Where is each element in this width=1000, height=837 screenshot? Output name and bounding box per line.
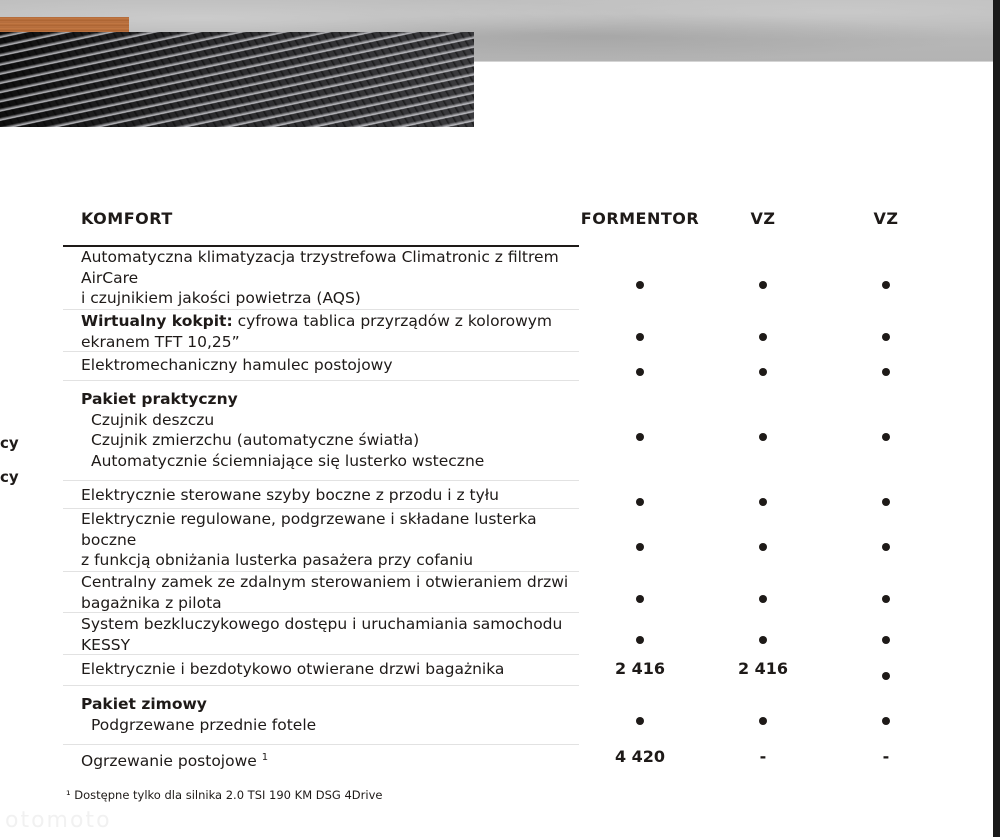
included-dot-icon [718, 536, 808, 555]
package-title: Pakiet zimowy [81, 695, 207, 713]
feature-description [81, 247, 559, 309]
feature-line: AirCare [81, 268, 139, 287]
included-dot-icon [718, 588, 808, 607]
column-header-formentor: FORMENTOR [580, 209, 700, 228]
table-row [63, 247, 579, 310]
feature-line: Automatyczna klimatyzacja trzystrefowa Climatronic z filtrem [81, 248, 559, 266]
feature-line: System bezkluczykowego dostępu i uruchamiania samochodu [81, 615, 563, 633]
package-title: Pakiet praktyczny [81, 390, 238, 408]
included-dot-icon [595, 710, 685, 729]
option-price: 4 420 [614, 747, 666, 766]
feature-label-bold: Wirtualny kokpit: [81, 312, 233, 330]
table-row [63, 509, 579, 572]
option-price: 2 416 [737, 659, 789, 678]
included-dot-icon [841, 536, 931, 555]
feature-description [81, 659, 504, 680]
included-dot-icon [841, 274, 931, 293]
included-dot-icon [595, 274, 685, 293]
page-edge [993, 0, 1000, 837]
feature-description [81, 694, 316, 735]
table-row [63, 352, 579, 381]
table-row [63, 572, 579, 613]
feature-line: Elektrycznie sterowane szyby boczne z przodu i z tyłu [81, 486, 500, 504]
feature-description [81, 509, 537, 571]
package-item: Czujnik zmierzchu (automatyczne światła) [91, 431, 420, 449]
included-dot-icon [841, 665, 931, 684]
option-price: 2 416 [614, 659, 666, 678]
included-dot-icon [595, 588, 685, 607]
included-dot-icon [595, 536, 685, 555]
table-row [63, 745, 579, 772]
not-available-value: - [759, 747, 767, 766]
package-item: Automatycznie ściemniające się lusterko wsteczne [91, 451, 485, 470]
table-row [63, 613, 579, 655]
included-dot-icon [718, 426, 808, 445]
included-dot-icon [595, 629, 685, 648]
feature-line: Elektrycznie i bezdotykowo otwierane drzwi bagażnika [81, 660, 505, 678]
included-dot-icon [595, 491, 685, 510]
feature-line: z funkcją obniżania lusterka pasażera przy cofaniu [81, 551, 474, 569]
column-header-vz-2: VZ [873, 209, 899, 228]
column-header-vz-1: VZ [750, 209, 776, 228]
table-row [63, 381, 579, 481]
feature-line: i czujnikiem jakości powietrza (AQS) [81, 289, 361, 307]
feature-description [81, 355, 393, 376]
included-dot-icon [841, 361, 931, 380]
feature-line: cyfrowa tablica przyrządów z kolorowym [232, 312, 553, 330]
footnote: ¹ Dostępne tylko dla silnika 2.0 TSI 190 KM DSG 4Drive [66, 788, 383, 802]
included-dot-icon [718, 491, 808, 510]
feature-line: bagażnika z pilota [81, 593, 222, 612]
feature-description [81, 485, 499, 506]
feature-line: Elektrycznie regulowane, podgrzewane i składane lusterka [81, 510, 537, 528]
feature-description [81, 748, 268, 772]
included-dot-icon [841, 326, 931, 345]
footnote-marker: 1 [261, 752, 269, 763]
feature-line: KESSY [81, 635, 131, 654]
table-row [63, 686, 579, 745]
included-dot-icon [595, 426, 685, 445]
included-dot-icon [718, 629, 808, 648]
included-dot-icon [841, 710, 931, 729]
feature-line: Elektromechaniczny hamulec postojowy [81, 356, 393, 374]
table-row [63, 310, 579, 352]
feature-description [81, 389, 484, 471]
included-dot-icon [595, 361, 685, 380]
included-dot-icon [718, 274, 808, 293]
feature-description [81, 614, 562, 655]
table-row [63, 655, 579, 686]
included-dot-icon [718, 326, 808, 345]
watermark: otomoto [5, 808, 112, 833]
header-carbon-fiber-image [0, 32, 474, 127]
included-dot-icon [718, 361, 808, 380]
feature-description [81, 311, 552, 352]
cropped-left-text: cy [0, 434, 19, 452]
feature-line: Centralny zamek ze zdalnym sterowaniem i otwieraniem drzwi [81, 573, 569, 591]
included-dot-icon [841, 426, 931, 445]
included-dot-icon [841, 588, 931, 607]
included-dot-icon [595, 326, 685, 345]
feature-line: Ogrzewanie postojowe [81, 752, 262, 771]
package-item: Podgrzewane przednie fotele [91, 715, 317, 734]
header-wood-strip-image [0, 17, 129, 32]
cropped-left-text: cy [0, 468, 19, 486]
feature-description [81, 572, 568, 613]
package-item: Czujnik deszczu [91, 410, 215, 429]
included-dot-icon [841, 491, 931, 510]
feature-line: boczne [81, 530, 137, 549]
not-available-value: - [882, 747, 890, 766]
included-dot-icon [841, 629, 931, 648]
included-dot-icon [718, 710, 808, 729]
table-row [63, 481, 579, 509]
section-title: KOMFORT [81, 209, 173, 228]
feature-line: ekranem TFT 10,25” [81, 332, 240, 351]
